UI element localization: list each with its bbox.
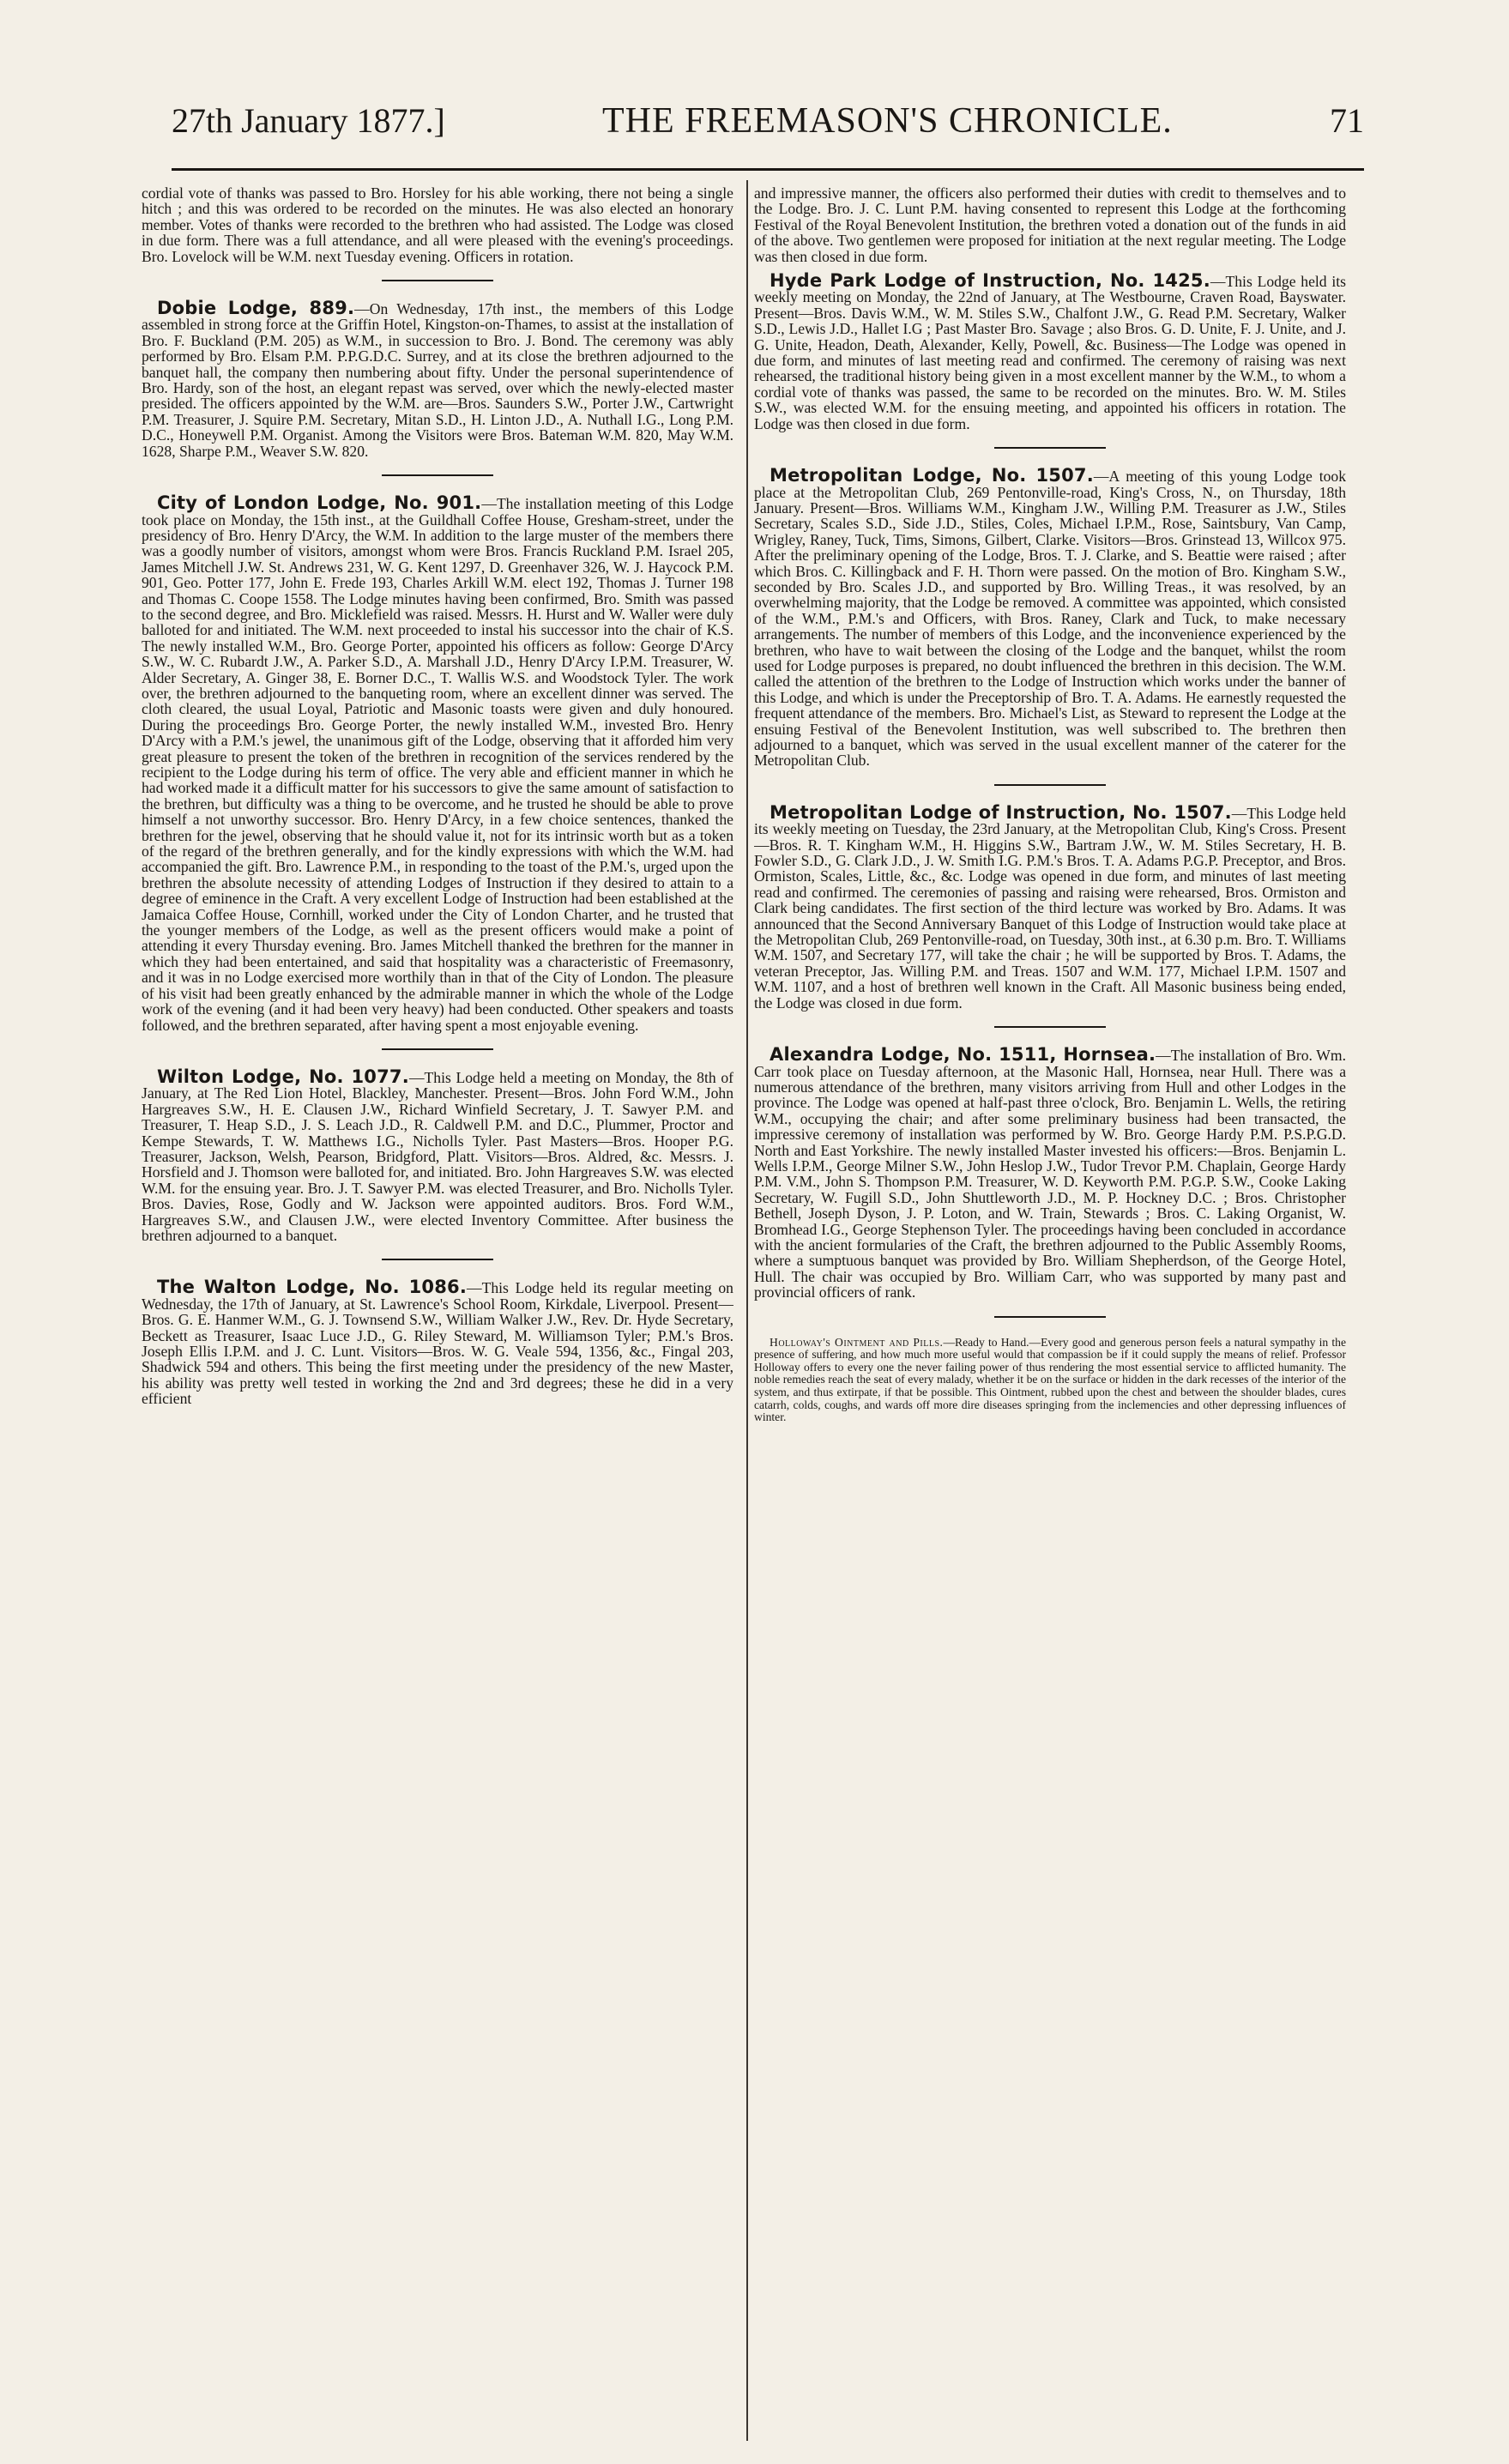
article-heading: Metropolitan Lodge of Instruction, No. 1507.	[770, 801, 1232, 823]
article-body: —This Lodge held a meeting on Monday, the 8th of January, at The Red Lion Hotel, Blackley, Manchester. Present—Bros. John Ford W.M., John Hargreaves S.W., H. E. Clausen J.W., Richard Winfield Secretary, J. T. Sawyer P.M. and Treasurer, T. Heap S.D., J. S. Leach J.D., R. Caldwell P.M. and D.C., Plummer, Proctor and Kempe Stewards, T. W. Matthews I.G., Nicholls Tyler. Past Masters—Bros. Hooper P.G. Treasurer, Jackson, Welsh, Pearson, Bridgford, Platt. Visitors—Bros. Aldred, &c. Messrs. J. Horsfield and J. Thomson were balloted for, and initiated. Bro. John Hargreaves S.W. was elected W.M. for the ensuing year. Bro. J. T. Sawyer P.M. was elected Treasurer, and Bro. Nicholls Tyler. Bros. Davies, Rose, Godly and W. Jackson were appointed auditors. Bros. Ford W.M., Hargreaves S.W., and Clausen J.W., were elected Inventory Committee. After business the brethren adjourned to a banquet.	[142, 1068, 733, 1244]
section-divider	[382, 1048, 493, 1050]
left-column	[142, 185, 733, 2442]
article-heading: Metropolitan Lodge, No. 1507.	[770, 465, 1094, 486]
article-hyde-park-lodge	[754, 270, 1346, 432]
article-body: —On Wednesday, 17th inst., the members of this Lodge assembled in strong force at the Griffin Hotel, Kingston-on-Thames, to assist at the installation of Bro. F. Buckland (P.M. 205) as W.M., in succession to Bro. J. Bond. The ceremony was ably performed by Bro. Elsam P.M. P.P.G.D.C. Surrey, and at its close the brethren adjourned to the banquet hall, the company then numbering about fifty. Under the personal superintendence of Bro. Hardy, son of the host, an elegant repast was served, over which the newly-elected master presided. The officers appointed by the W.M. are—Bros. Saunders S.W., Porter J.W., Cartwright P.M. Treasurer, J. Squire P.M. Secretary, Mitan S.D., H. Linton J.D., A. Nuthall I.G., Long P.M. D.C., Honeywell P.M. Organist. Among the Visitors were Bros. Bateman W.M. 820, May W.M. 1628, Sharpe P.M., Weaver S.W. 820.	[142, 300, 733, 460]
section-divider	[994, 1026, 1106, 1028]
article-metropolitan-lodge-of-instruction	[754, 801, 1346, 1012]
article-walton-lodge	[142, 1279, 733, 1406]
advertisement-body: —Ready to Hand.—Every good and generous person feels a natural sympathy in the presence of suffering, and how much more useful would that compassion be if it could supply the means of relief. Professor Holloway offers to every one the never failing power of thus rendering the most essential service to afflicted humanity. The noble remedies reach the seat of every malady, whether it be on the surface or hidden in the dark recesses of the interior of the system, and thus extirpate, if that be possible. This Ointment, rubbed upon the chest and between the shoulder blades, cures catarrh, colds, coughs, and wards off more dire diseases springing from the inclemencies and other depressing influences of winter.	[754, 1335, 1346, 1424]
column-divider	[746, 180, 748, 2441]
article-heading: The Walton Lodge, No. 1086.	[157, 1277, 468, 1298]
article-body: —This Lodge held its regular meeting on Wednesday, the 17th of January, at St. Lawrence's School Room, Kirkdale, Liverpool. Present—Bros. G. E. Hanmer W.M., G. J. Townsend S.W., William Walker J.W., Rev. Dr. Hyde Secretary, Beckett as Treasurer, Isaac Luce J.D., G. Riley Steward, M. Williamson Tyler; P.M.'s Bros. Joseph Ellis I.P.M. and J. C. Lunt. Visitors—Bros. W. G. Veale 594, 1356, &c., Fingal 203, Shadwick 594 and others. This being the first meeting under the presidency of the new Master, his ability was pretty well tested in working the 2nd and 3rd degrees; these he did in a very efficient	[142, 1279, 733, 1408]
article-wilton-lodge	[142, 1066, 733, 1244]
article-heading: City of London Lodge, No. 901.	[157, 492, 482, 514]
article-heading: Hyde Park Lodge of Instruction, No. 1425.	[770, 270, 1210, 292]
article-heading: Wilton Lodge, No. 1077.	[157, 1066, 409, 1087]
continued-report: cordial vote of thanks was passed to Bro. Horsley for his able working, there not being a single hitch ; and this was ordered to be recorded on the minutes. He was also elected an honorary member. Votes of thanks were recorded to the brethren who had assisted. The Lodge was closed in due form. There was a full attendance, and all were pleased with the evening's proceedings. Bro. Lovelock will be W.M. next Tuesday evening. Officers in rotation.	[142, 185, 733, 265]
article-metropolitan-lodge	[754, 465, 1346, 770]
section-divider	[994, 1316, 1106, 1318]
section-divider	[994, 447, 1106, 449]
page-number: 71	[1329, 101, 1364, 140]
masthead-rule	[172, 168, 1364, 171]
section-divider	[382, 280, 493, 281]
advertisement-heading: Holloway's Ointment and Pills.	[770, 1335, 944, 1349]
article-body: —A meeting of this young Lodge took place at the Metropolitan Club, 269 Pentonville-road, King's Cross, N., on Thursday, 18th January. Present—Bros. Williams W.M., Kingham J.W., Willing P.M. Treasurer as J.W., Stiles Secretary, Scales S.D., Side J.D., Stiles, Coles, Michael I.P.M., Rose, Saintsbury, Van Camp, Wrigley, Raney, Tuck, Tims, Simons, Gilbert, Clarke. Visitors—Bros. Grinstead 13, Willcox 975. After the preliminary opening of the Lodge, Bros. T. J. Clarke, and S. Beattie were raised ; after which Bros. C. Killingback and F. H. Thorn were passed. On the motion of Bro. Kingham S.W., seconded by Bro. Scales J.D., and supported by Bro. Willing Treas., it was resolved, by an overwhelming majority, that the Lodge be removed. A committee was appointed, which consisted of the W.M., P.M.'s and Officers, with Bros. Raney, Clark and Tuck, to make necessary arrangements. The number of members of this Lodge, and the inconvenience experienced by the brethren, who have to wait between the closing of the Lodge and the banquet, whilst the room used for Lodge purposes is prepared, no doubt influenced the brethren in this decision. The W.M. called the attention of the brethren to the Lodge of Instruction which works under the banner of this Lodge, and which is under the Preceptorship of Bro. T. A. Adams. He earnestly requested the frequent attendance of the members. Bro. Michael's List, as Steward to represent the Lodge at the ensuing Festival of the Benevolent Institution, was well subscribed to. The brethren then adjourned to a banquet, which was served in the usual excellent manner of the caterer for the Metropolitan Club.	[754, 468, 1346, 770]
section-divider	[382, 474, 493, 476]
article-dobie-lodge	[142, 300, 733, 459]
article-city-of-london-lodge	[142, 492, 733, 1034]
article-heading: Alexandra Lodge, No. 1511, Hornsea.	[770, 1044, 1156, 1066]
advertisement-holloway	[754, 1337, 1346, 1424]
article-alexandra-lodge	[754, 1044, 1346, 1301]
masthead	[172, 103, 1364, 172]
article-body: —This Lodge held its weekly meeting on Tuesday, the 23rd January, at the Metropolitan Club, King's Cross. Present—Bros. R. T. Kingham W.M., H. Higgins S.W., Bartram J.W., W. M. Stiles Secretary, H. B. Fowler S.D., G. Clark J.D., J. W. Smith I.G. P.M.'s Bros. T. A. Adams P.G.P. Preceptor, and Bros. Ormiston, Scales, Little, &c., &c. Lodge was opened in due form, and minutes of last meeting read and confirmed. The ceremonies of passing and raising were rehearsed, Bros. Ormiston and Clark being candidates. The first section of the third lecture was worked by Bro. Adams. It was announced that the Second Anniversary Banquet of this Lodge of Instruction would take place at the Metropolitan Club, 269 Pentonville-road, on Tuesday, 30th inst., at 6.30 p.m. Bro. T. Williams W.M. 1507, and Secretary 177, will take the chair ; he will be supported by Bros. T. Adams, the veteran Preceptor, Jas. Willing P.M. and Treas. 1507 and W.M. 177, Michael I.P.M. 1507 and W.M. 1107, and a host of brethren well known in the Craft. All Masonic business being ended, the Lodge was closed in due form.	[754, 804, 1346, 1012]
section-divider	[382, 1259, 493, 1260]
continued-report: and impressive manner, the officers also performed their duties with credit to themselves and to the Lodge. Bro. J. C. Lunt P.M. having consented to represent this Lodge at the forthcoming Festival of the Royal Benevolent Institution, the brethren voted a donation out of the funds in aid of the above. Two gentlemen were proposed for initiation at the next regular meeting. The Lodge was then closed in due form.	[754, 185, 1346, 265]
article-body: —The installation meeting of this Lodge took place on Monday, the 15th inst., at the Guildhall Coffee House, Gresham-street, under the presidency of Bro. Henry D'Arcy, the W.M. In addition to the large muster of the members there was a goodly number of visitors, amongst whom were Bros. Francis Ruckland P.M. Israel 205, James Mitchell J.W. St. Andrews 231, W. G. Kent 1297, D. Greenhaver 326, W. J. Haycock P.M. 901, Geo. Potter 177, John E. Frede 193, Charles Arkill W.M. elect 192, Thomas J. Turner 198 and Thomas C. Coope 1558. The Lodge minutes having been confirmed, Bro. Smith was passed to the second degree, and Bro. Micklefield was raised. Messrs. H. Hurst and W. Waller were duly balloted for and initiated. The W.M. next proceeded to instal his successor into the chair of K.S. The newly installed W.M., Bro. George Porter, appointed his officers as follow: George D'Arcy S.W., W. C. Rubardt J.W., A. Parker S.D., A. Marshall J.D., Henry D'Arcy I.P.M. Treasurer, W. Alder Secretary, A. Ginger 38, E. Borner D.C., T. Wallis W.S. and Woodstock Tyler. The work over, the brethren adjourned to the banqueting room, where an excellent dinner was served. The cloth cleared, the usual Loyal, Patriotic and Masonic toasts were given and duly honoured. During the proceedings Bro. George Porter, the newly installed W.M., invested Bro. Henry D'Arcy with a P.M.'s jewel, the unanimous gift of the Lodge, observing that it afforded him very great pleasure to present the token of the brethren in recognition of the services rendered by the recipient to the Lodge during his term of office. The very able and efficient manner in which he had worked made it a difficult matter for his successors to give the same amount of satisfaction to the brethren, but difficulty was a thing to be overcome, and he trusted he should be able to prove himself a not unworthy successor. Bro. Henry D'Arcy, in a few choice sentences, thanked the brethren for the jewel, observing that he should value it, not for its intrinsic worth but as a token of the regard of the brethren generally, and for the kindly expressions with which the W.M. had accompanied the gift. Bro. Lawrence P.M., in responding to the toast of the P.M.'s, urged upon the brethren the absolute necessity of attending Lodges of Instruction if they desired to attain to a degree of eminence in the Craft. A very excellent Lodge of Instruction had been established at the Jamaica Coffee House, Cornhill, worked under the City of London Charter, and he trusted that the younger members of the Lodge, as well as the present officers would make a point of attending it every Thursday evening. Bro. James Mitchell thanked the brethren for the manner in which they had been entertained, and said that hospitality was a characteristic of Freemasonry, and it was in no Lodge exercised more worthily than in that of the City of London. The pleasure of his visit had been greatly enhanced by the admirable manner in which the whole of the Lodge work of the evening (and it had been very heavy) had been conducted. Other speakers and toasts followed, and the brethren separated, after having spent a most enjoyable evening.	[142, 495, 733, 1034]
issue-date: 27th January 1877.]	[172, 101, 445, 140]
article-heading: Dobie Lodge, 889.	[157, 298, 355, 319]
section-divider	[994, 784, 1106, 786]
right-column	[754, 185, 1346, 2442]
article-body: —The installation of Bro. Wm. Carr took place on Tuesday afternoon, at the Masonic Hall, Hornsea, near Hull. There was a numerous attendance of the brethren, many visitors arriving from Hull and other Lodges in the province. The Lodge was opened at half-past three o'clock, Bro. Benjamin L. Wells, the retiring W.M., occupying the chair; and after some preliminary business had been transacted, the impressive ceremony of installation was performed by W. Bro. George Hardy P.M. P.S.P.G.D. North and East Yorkshire. The newly installed Master invested his officers:—Bros. Benjamin L. Wells I.P.M., George Milner S.W., John Heslop J.W., Tudor Trevor P.M. Chaplain, George Hardy P.M. V.M., John S. Thompson P.M. Treasurer, W. D. Keyworth P.M. P.G.P. S.W., Cooke Laking Secretary, W. Fugill S.D., John Shuttleworth J.D., M. P. Hockney D.C. ; Bros. Christopher Bethell, Joseph Dyson, J. P. Loton, and W. Train, Stewards ; Bros. C. Laking Organist, W. Bromhead I.G., George Stephenson Tyler. The proceedings having been concluded in accordance with the ancient formularies of the Craft, the brethren adjourned to the Public Assembly Rooms, where a sumptuous banquet was provided by Bro. William Shepherdson, of the George Hotel, Hull. The chair was occupied by Bro. William Carr, who was supported by many past and provincial officers of rank.	[754, 1047, 1346, 1301]
article-body: —This Lodge held its weekly meeting on Monday, the 22nd of January, at The Westbourne, Craven Road, Bayswater. Present—Bros. Davis W.M., W. M. Stiles S.W., Chalfont J.W., G. Read P.M. Secretary, Walker S.D., Lewis J.D., Hallet I.G ; Past Master Bro. Savage ; also Bros. G. D. Unite, F. J. Unite, and J. G. Unite, Headon, Death, Alexander, Kelly, Powell, &c. Business—The Lodge was opened in due form, and minutes of last meeting read and confirmed. The ceremony of raising was next rehearsed, the traditional history being given in a most excellent manner by the W.M., to whom a cordial vote of thanks was passed, the same to be recorded on the minutes. Bro. W. M. Stiles S.W., was elected W.M. for the ensuing meeting, and appointed his officers in rotation. The Lodge was then closed in due form.	[754, 273, 1346, 432]
newspaper-title: THE FREEMASON'S CHRONICLE.	[602, 101, 1173, 141]
